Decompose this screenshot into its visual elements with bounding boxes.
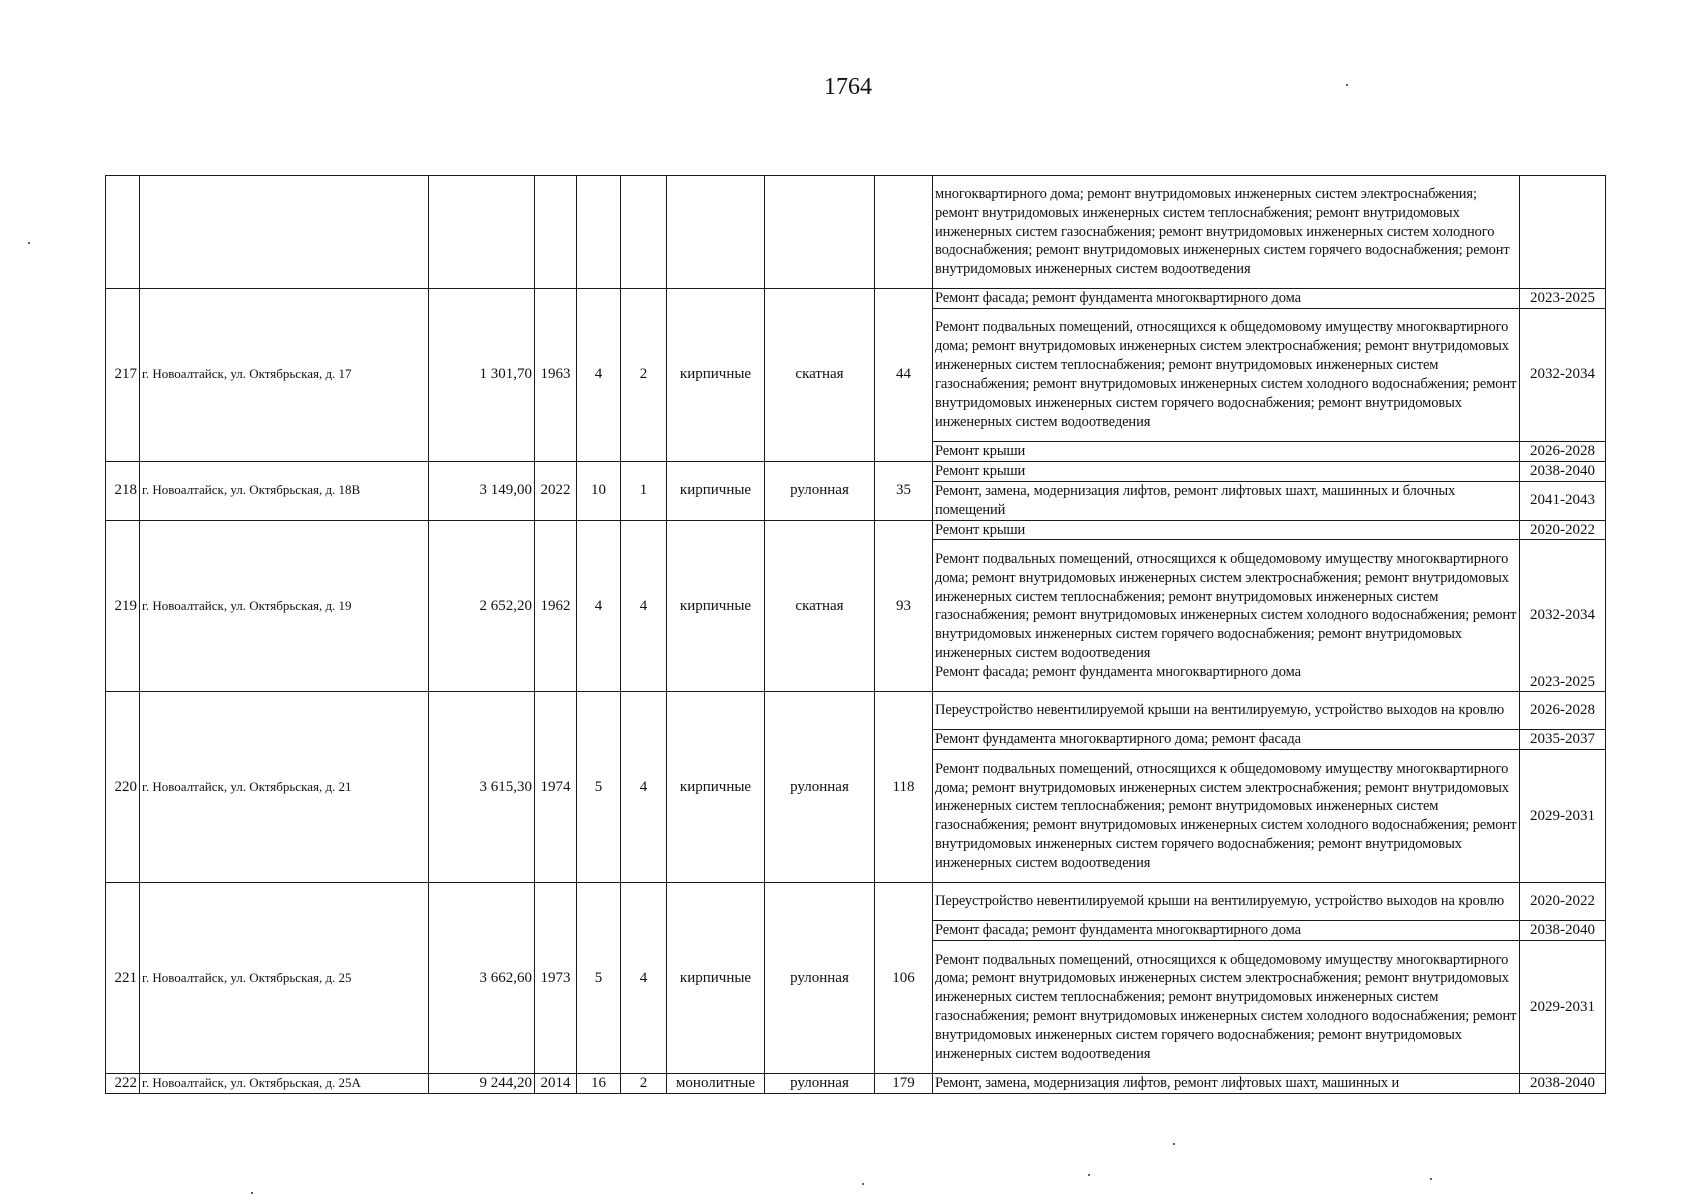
wall-material-cell: кирпичные <box>667 289 765 462</box>
residents-cell: 179 <box>875 1074 933 1094</box>
table-row-continuation <box>106 176 1606 289</box>
work-description-merged <box>933 540 1520 692</box>
year-cell: 1974 <box>535 692 577 883</box>
scan-speck <box>862 1183 864 1185</box>
work-period: 2035-2037 <box>1520 730 1606 750</box>
work-description: Ремонт подвальных помещений, относящихся к общедомовому имуществу многоквартирного дома; ремонт внутридомовых инженерных систем электроснабжения; ремонт внутридомовых инженерных систем теплоснабжения; ремонт внутридомовых инженерных систем газоснабжения; ремонт внутридомовых инженерных систем холодного водоснабжения; ремонт внутридомовых инженерных систем горячего водоснабжения; ремонт внутридомовых инженерных систем водоотведения <box>933 750 1520 883</box>
scan-speck <box>28 242 30 244</box>
work-description: Ремонт подвальных помещений, относящихся к общедомовому имуществу многоквартирного дома; ремонт внутридомовых инженерных систем электроснабжения; ремонт внутридомовых инженерных систем теплоснабжения; ремонт внутридомовых инженерных систем газоснабжения; ремонт внутридомовых инженерных систем холодного водоснабжения; ремонт внутридомовых инженерных систем горячего водоснабжения; ремонт внутридомовых инженерных систем водоотведения <box>935 550 1517 662</box>
work-description: Ремонт, замена, модернизация лифтов, ремонт лифтовых шахт, машинных и <box>933 1074 1520 1094</box>
floors-cell: 4 <box>577 289 621 462</box>
work-period: 2032-2034 <box>1530 607 1595 624</box>
address-cell: г. Новоалтайск, ул. Октябрьская, д. 17 <box>140 289 429 462</box>
address-cell: г. Новоалтайск, ул. Октябрьская, д. 18В <box>140 461 429 520</box>
work-description: Ремонт подвальных помещений, относящихся к общедомовому имуществу многоквартирного дома; ремонт внутридомовых инженерных систем электроснабжения; ремонт внутридомовых инженерных систем теплоснабжения; ремонт внутридомовых инженерных систем газоснабжения; ремонт внутридомовых инженерных систем холодного водоснабжения; ремонт внутридомовых инженерных систем горячего водоснабжения; ремонт внутридомовых инженерных систем водоотведения <box>933 941 1520 1074</box>
work-description: Переустройство невентилируемой крыши на вентилируемую, устройство выходов на кровлю <box>933 883 1520 921</box>
entrances-cell: 4 <box>621 520 667 692</box>
roof-type-cell: скатная <box>765 520 875 692</box>
entrances-cell: 1 <box>621 461 667 520</box>
residents-cell: 35 <box>875 461 933 520</box>
floors-cell: 5 <box>577 883 621 1074</box>
work-description: Ремонт фасада; ремонт фундамента многоквартирного дома <box>933 921 1520 941</box>
work-description: Ремонт крыши <box>933 520 1520 540</box>
wall-material-cell: кирпичные <box>667 883 765 1074</box>
residents-cell: 118 <box>875 692 933 883</box>
year-cell: 2014 <box>535 1074 577 1094</box>
entrances-cell: 2 <box>621 1074 667 1094</box>
row-number: 221 <box>106 883 140 1074</box>
scan-speck <box>1088 1174 1090 1176</box>
table-row <box>106 883 1606 921</box>
row-number: 218 <box>106 461 140 520</box>
address-cell: г. Новоалтайск, ул. Октябрьская, д. 21 <box>140 692 429 883</box>
roof-type-cell: скатная <box>765 289 875 462</box>
residents-cell: 44 <box>875 289 933 462</box>
work-period: 2026-2028 <box>1520 441 1606 461</box>
work-description: многоквартирного дома; ремонт внутридомовых инженерных систем электроснабжения; ремонт внутридомовых инженерных систем теплоснабжения; ремонт внутридомовых инженерных систем газоснабжения; ремонт внутридомовых инженерных систем холодного водоснабжения; ремонт внутридомовых инженерных систем горячего водоснабжения; ремонт внутридомовых инженерных систем водоотведения <box>933 176 1520 289</box>
address-cell: г. Новоалтайск, ул. Октябрьская, д. 25 <box>140 883 429 1074</box>
floors-cell: 10 <box>577 461 621 520</box>
work-period: 2026-2028 <box>1520 692 1606 730</box>
work-period: 2023-2025 <box>1520 289 1606 309</box>
work-description: Ремонт, замена, модернизация лифтов, ремонт лифтовых шахт, машинных и блочных помещений <box>933 481 1520 520</box>
capital-repair-table <box>105 175 1606 1094</box>
table-row <box>106 1074 1606 1094</box>
work-period: 2023-2025 <box>1530 673 1595 690</box>
work-description: Ремонт фасада; ремонт фундамента многоквартирного дома <box>935 664 1301 681</box>
page-number: 1764 <box>824 74 872 100</box>
work-period: 2038-2040 <box>1520 921 1606 941</box>
year-cell: 1962 <box>535 520 577 692</box>
row-number: 220 <box>106 692 140 883</box>
area-cell: 3 615,30 <box>429 692 535 883</box>
area-cell: 2 652,20 <box>429 520 535 692</box>
roof-type-cell: рулонная <box>765 1074 875 1094</box>
table-row <box>106 520 1606 540</box>
work-period: 2041-2043 <box>1520 481 1606 520</box>
work-period: 2038-2040 <box>1520 1074 1606 1094</box>
work-period: 2020-2022 <box>1520 883 1606 921</box>
floors-cell: 16 <box>577 1074 621 1094</box>
address-cell: г. Новоалтайск, ул. Октябрьская, д. 25А <box>140 1074 429 1094</box>
year-cell: 2022 <box>535 461 577 520</box>
address-cell: г. Новоалтайск, ул. Октябрьская, д. 19 <box>140 520 429 692</box>
scan-speck <box>251 1192 253 1194</box>
row-number: 219 <box>106 520 140 692</box>
work-period: 2029-2031 <box>1520 941 1606 1074</box>
work-period: 2038-2040 <box>1520 461 1606 481</box>
wall-material-cell: кирпичные <box>667 520 765 692</box>
roof-type-cell: рулонная <box>765 461 875 520</box>
scan-speck <box>1346 84 1348 86</box>
residents-cell: 106 <box>875 883 933 1074</box>
wall-material-cell: монолитные <box>667 1074 765 1094</box>
work-description: Ремонт фасада; ремонт фундамента многоквартирного дома <box>933 289 1520 309</box>
entrances-cell: 4 <box>621 692 667 883</box>
work-period: 2020-2022 <box>1520 520 1606 540</box>
area-cell: 3 149,00 <box>429 461 535 520</box>
work-period: 2029-2031 <box>1520 750 1606 883</box>
residents-cell: 93 <box>875 520 933 692</box>
work-period: 2032-2034 <box>1520 308 1606 441</box>
work-description: Переустройство невентилируемой крыши на вентилируемую, устройство выходов на кровлю <box>933 692 1520 730</box>
entrances-cell: 4 <box>621 883 667 1074</box>
area-cell: 9 244,20 <box>429 1074 535 1094</box>
table-row <box>106 289 1606 309</box>
row-number: 222 <box>106 1074 140 1094</box>
area-cell: 3 662,60 <box>429 883 535 1074</box>
row-number: 217 <box>106 289 140 462</box>
work-period-merged <box>1520 540 1606 692</box>
roof-type-cell: рулонная <box>765 883 875 1074</box>
work-description: Ремонт крыши <box>933 461 1520 481</box>
entrances-cell: 2 <box>621 289 667 462</box>
scan-speck <box>1173 1143 1175 1145</box>
wall-material-cell: кирпичные <box>667 461 765 520</box>
table-row <box>106 461 1606 481</box>
work-description: Ремонт крыши <box>933 441 1520 461</box>
area-cell: 1 301,70 <box>429 289 535 462</box>
floors-cell: 5 <box>577 692 621 883</box>
roof-type-cell: рулонная <box>765 692 875 883</box>
year-cell: 1963 <box>535 289 577 462</box>
work-description: Ремонт фундамента многоквартирного дома; ремонт фасада <box>933 730 1520 750</box>
wall-material-cell: кирпичные <box>667 692 765 883</box>
scan-speck <box>1430 1178 1432 1180</box>
year-cell: 1973 <box>535 883 577 1074</box>
floors-cell: 4 <box>577 520 621 692</box>
table-row <box>106 692 1606 730</box>
work-description: Ремонт подвальных помещений, относящихся к общедомовому имуществу многоквартирного дома; ремонт внутридомовых инженерных систем электроснабжения; ремонт внутридомовых инженерных систем теплоснабжения; ремонт внутридомовых инженерных систем газоснабжения; ремонт внутридомовых инженерных систем холодного водоснабжения; ремонт внутридомовых инженерных систем горячего водоснабжения; ремонт внутридомовых инженерных систем водоотведения <box>933 308 1520 441</box>
